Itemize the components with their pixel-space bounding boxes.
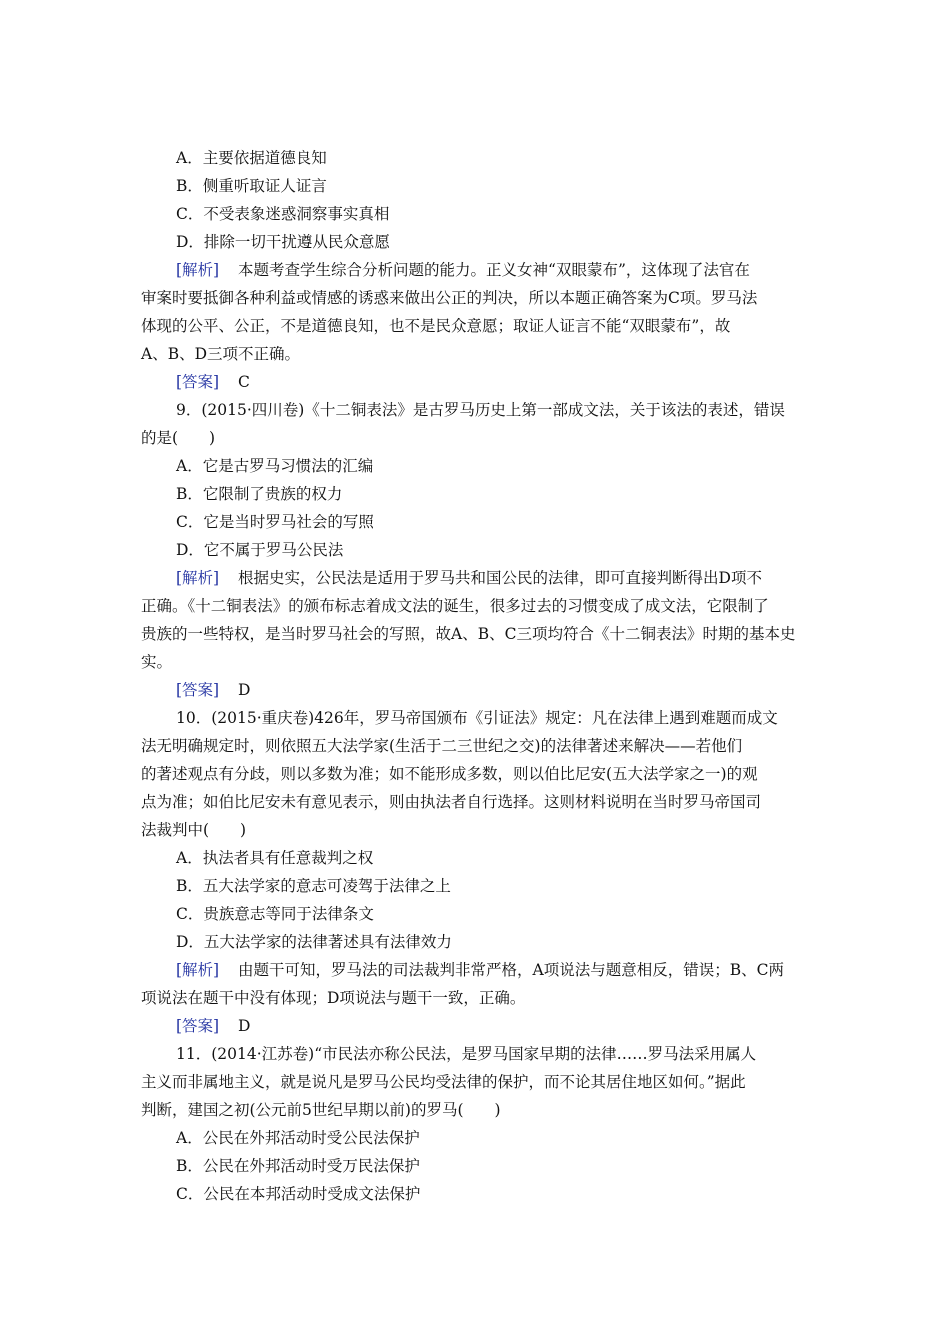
q8-analysis-text: 本题考查学生综合分析问题的能力。正义女神“双眼蒙布”，这体现了法官在 — [238, 261, 750, 279]
q10-stem-line: 的著述观点有分歧，则以多数为准；如不能形成多数，则以伯比尼安(五大法学家之一)的观 — [141, 765, 758, 783]
q9-option-d: D．它不属于罗马公民法 — [176, 541, 344, 559]
q9-option-b: B．它限制了贵族的权力 — [176, 485, 343, 503]
q9-answer: D — [238, 681, 251, 699]
q9-analysis-line: 贵族的一些特权，是当时罗马社会的写照，故A、B、C三项均符合《十二铜表法》时期的基本史 — [141, 625, 796, 643]
q9-stem-line: 的是( ) — [141, 429, 216, 447]
q10-stem-line: 点为准；如伯比尼安未有意见表示，则由执法者自行选择。这则材料说明在当时罗马帝国司 — [141, 793, 762, 811]
q9-option-c: C．它是当时罗马社会的写照 — [176, 513, 374, 531]
q9-analysis-line: 正确。《十二铜表法》的颁布标志着成文法的诞生，很多过去的习惯变成了成文法，它限制了 — [141, 597, 769, 615]
q10-option-b: B．五大法学家的意志可凌驾于法律之上 — [176, 877, 451, 895]
q9-option-a: A．它是古罗马习惯法的汇编 — [176, 457, 374, 475]
q8-answer-line — [176, 372, 250, 392]
q11-option-b: B．公民在外邦活动时受万民法保护 — [176, 1157, 420, 1175]
q8-answer: C — [238, 373, 250, 391]
q10-stem-line: 法无明确规定时，则依照五大法学家(生活于二三世纪之交)的法律著述来解决——若他们 — [141, 737, 743, 755]
answer-tag: [答案] — [176, 373, 220, 391]
q10-answer: D — [238, 1017, 251, 1035]
q10-analysis-line: 项说法在题干中没有体现；D项说法与题干一致，正确。 — [141, 989, 526, 1007]
q9-analysis-first-line — [176, 568, 762, 588]
q10-answer-line — [176, 1016, 250, 1036]
q11-stem-line: 主义而非属地主义，就是说凡是罗马公民均受法律的保护，而不论其居住地区如何。”据此 — [141, 1073, 746, 1091]
q11-stem-line: 11．(2014·江苏卷)“市民法亦称公民法，是罗马国家早期的法律……罗马法采用属人 — [176, 1045, 757, 1063]
q8-option-c: C．不受表象迷惑洞察事实真相 — [176, 205, 390, 223]
q9-analysis-line: 实。 — [141, 653, 173, 671]
q8-option-d: D．排除一切干扰遵从民众意愿 — [176, 233, 390, 251]
analysis-tag: [解析] — [176, 961, 220, 979]
q10-analysis-first-line — [176, 960, 784, 980]
q8-analysis-line: A、B、D三项不正确。 — [141, 345, 301, 363]
analysis-tag: [解析] — [176, 261, 220, 279]
q11-stem-line: 判断，建国之初(公元前5世纪早期以前)的罗马( ) — [141, 1101, 501, 1119]
q10-analysis-text: 由题干可知，罗马法的司法裁判非常严格，A项说法与题意相反，错误；B、C两 — [238, 961, 784, 979]
q9-answer-line — [176, 680, 250, 700]
q8-analysis-line: 体现的公平、公正，不是道德良知，也不是民众意愿；取证人证言不能“双眼蒙布”，故 — [141, 317, 731, 335]
q10-option-c: C．贵族意志等同于法律条文 — [176, 905, 374, 923]
analysis-tag: [解析] — [176, 569, 220, 587]
q11-option-a: A．公民在外邦活动时受公民法保护 — [176, 1129, 420, 1147]
q8-option-b: B．侧重听取证人证言 — [176, 177, 327, 195]
q10-stem-line: 法裁判中( ) — [141, 821, 247, 839]
q10-option-d: D．五大法学家的法律著述具有法律效力 — [176, 933, 452, 951]
q8-option-a: A．主要依据道德良知 — [176, 149, 327, 167]
q10-stem-line: 10．(2015·重庆卷)426年，罗马帝国颁布《引证法》规定：凡在法律上遇到难题而成文 — [176, 709, 778, 727]
q9-stem-line: 9．(2015·四川卷)《十二铜表法》是古罗马历史上第一部成文法，关于该法的表述，错误 — [176, 401, 785, 419]
q10-option-a: A．执法者具有任意裁判之权 — [176, 849, 374, 867]
q8-analysis-line: 审案时要抵御各种利益或情感的诱惑来做出公正的判决，所以本题正确答案为C项。罗马法 — [141, 289, 758, 307]
answer-tag: [答案] — [176, 681, 220, 699]
answer-tag: [答案] — [176, 1017, 220, 1035]
q9-analysis-text: 根据史实，公民法是适用于罗马共和国公民的法律，即可直接判断得出D项不 — [238, 569, 762, 587]
q11-option-c: C．公民在本邦活动时受成文法保护 — [176, 1185, 421, 1203]
q8-analysis-first-line — [176, 260, 750, 280]
